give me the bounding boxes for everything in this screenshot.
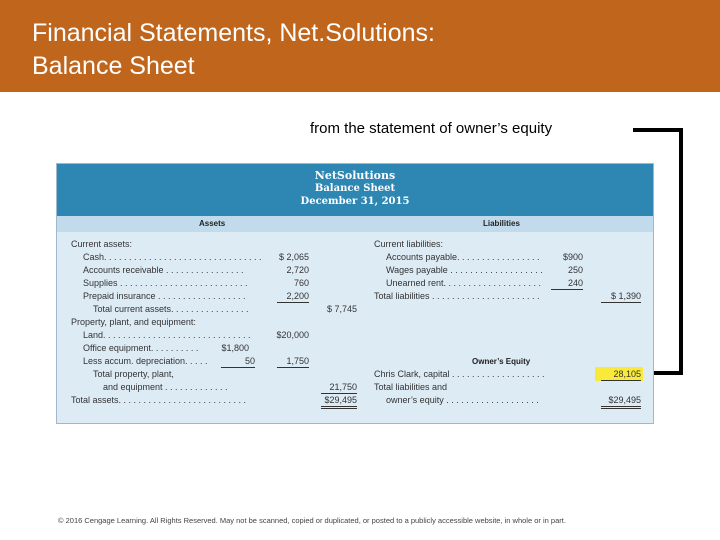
cash-amount: $ 2,065 xyxy=(278,252,309,262)
current-assets-label: Current assets: xyxy=(71,239,133,249)
capital-amount: 28,105 xyxy=(601,369,641,381)
assets-header: Assets xyxy=(199,219,226,228)
ar-amount: 2,720 xyxy=(286,265,309,275)
statement-title: Balance Sheet xyxy=(314,183,396,194)
wages-payable-label: Wages payable . . . . . . . . . . . . . . . . . . . xyxy=(386,265,543,275)
accounts-payable-label: Accounts payable. . . . . . . . . . . . . . . . . xyxy=(386,252,540,262)
prepaid-label: Prepaid insurance . . . . . . . . . . . . . . . . . . xyxy=(83,291,246,301)
total-assets-amount: $29,495 xyxy=(321,395,357,409)
office-equipment-label: Office equipment. . . . . . . . . . xyxy=(83,343,199,353)
balance-sheet xyxy=(56,163,654,424)
office-equipment-net-amount: 1,750 xyxy=(277,356,309,368)
total-current-assets-label: Total current assets. . . . . . . . . . . . . . . . xyxy=(93,304,249,314)
ppe-label: Property, plant, and equipment: xyxy=(71,317,196,327)
total-ppe-amount: 21,750 xyxy=(321,382,357,394)
total-liabilities-amount: $ 1,390 xyxy=(601,291,641,303)
current-liabilities-label: Current liabilities: xyxy=(374,239,444,249)
slide-header xyxy=(0,0,720,92)
owners-equity-header: Owner’s Equity xyxy=(472,357,531,366)
cash-label: Cash. . . . . . . . . . . . . . . . . . . . . . . . . . . . . . . . xyxy=(83,252,262,262)
total-liabilities-equity-label-line2: owner’s equity . . . . . . . . . . . . . . . . . . . xyxy=(386,395,539,405)
unearned-rent-amount: 240 xyxy=(551,278,583,290)
total-ppe-label-line1: Total property, plant, xyxy=(93,369,174,379)
total-assets-label: Total assets. . . . . . . . . . . . . . . . . . . . . . . . . . xyxy=(71,395,247,405)
total-current-assets-amount: $ 7,745 xyxy=(326,304,357,314)
connector-line-top xyxy=(633,128,683,132)
prepaid-amount: 2,200 xyxy=(277,291,309,303)
capital-label: Chris Clark, capital . . . . . . . . . . . . . . . . . . . xyxy=(374,369,545,379)
supplies-label: Supplies . . . . . . . . . . . . . . . . . . . . . . . . . . xyxy=(83,278,248,288)
total-liabilities-label: Total liabilities . . . . . . . . . . . . . . . . . . . . . . xyxy=(374,291,540,301)
wages-payable-amount: 250 xyxy=(567,265,583,275)
connector-line-bottom xyxy=(652,371,683,375)
office-equipment-amount: $1,800 xyxy=(221,343,249,353)
accum-depreciation-amount: 50 xyxy=(221,356,255,368)
ar-label: Accounts receivable . . . . . . . . . . . . . . . . xyxy=(83,265,244,275)
total-ppe-label-line2: and equipment . . . . . . . . . . . . . xyxy=(103,382,228,392)
copyright-footer: © 2016 Cengage Learning. All Rights Reserved. May not be scanned, copied or duplicated, or posted to a publicly accessible website, in whole or in part. xyxy=(58,516,566,525)
total-liabilities-equity-label-line1: Total liabilities and xyxy=(374,382,448,392)
column-headers xyxy=(57,216,653,232)
total-liabilities-equity-amount: $29,495 xyxy=(601,395,641,409)
supplies-amount: 760 xyxy=(293,278,309,288)
accounts-payable-amount: $900 xyxy=(562,252,583,262)
source-label: from the statement of owner’s equity xyxy=(310,120,553,137)
slide-title-line1: Financial Statements, Net.Solutions: xyxy=(32,19,435,47)
land-label: Land. . . . . . . . . . . . . . . . . . . . . . . . . . . . . . xyxy=(83,330,251,340)
unearned-rent-label: Unearned rent. . . . . . . . . . . . . . . . . . . . xyxy=(386,278,542,288)
balance-sheet-header xyxy=(57,164,653,216)
liabilities-header: Liabilities xyxy=(483,219,520,228)
slide-title-line2: Balance Sheet xyxy=(32,52,195,80)
company-name: NetSolutions xyxy=(314,169,396,182)
land-amount: $20,000 xyxy=(276,330,309,340)
statement-date: December 31, 2015 xyxy=(300,196,410,207)
connector-line-vertical xyxy=(679,128,683,375)
accum-depreciation-label: Less accum. depreciation. . . . . xyxy=(83,356,208,366)
